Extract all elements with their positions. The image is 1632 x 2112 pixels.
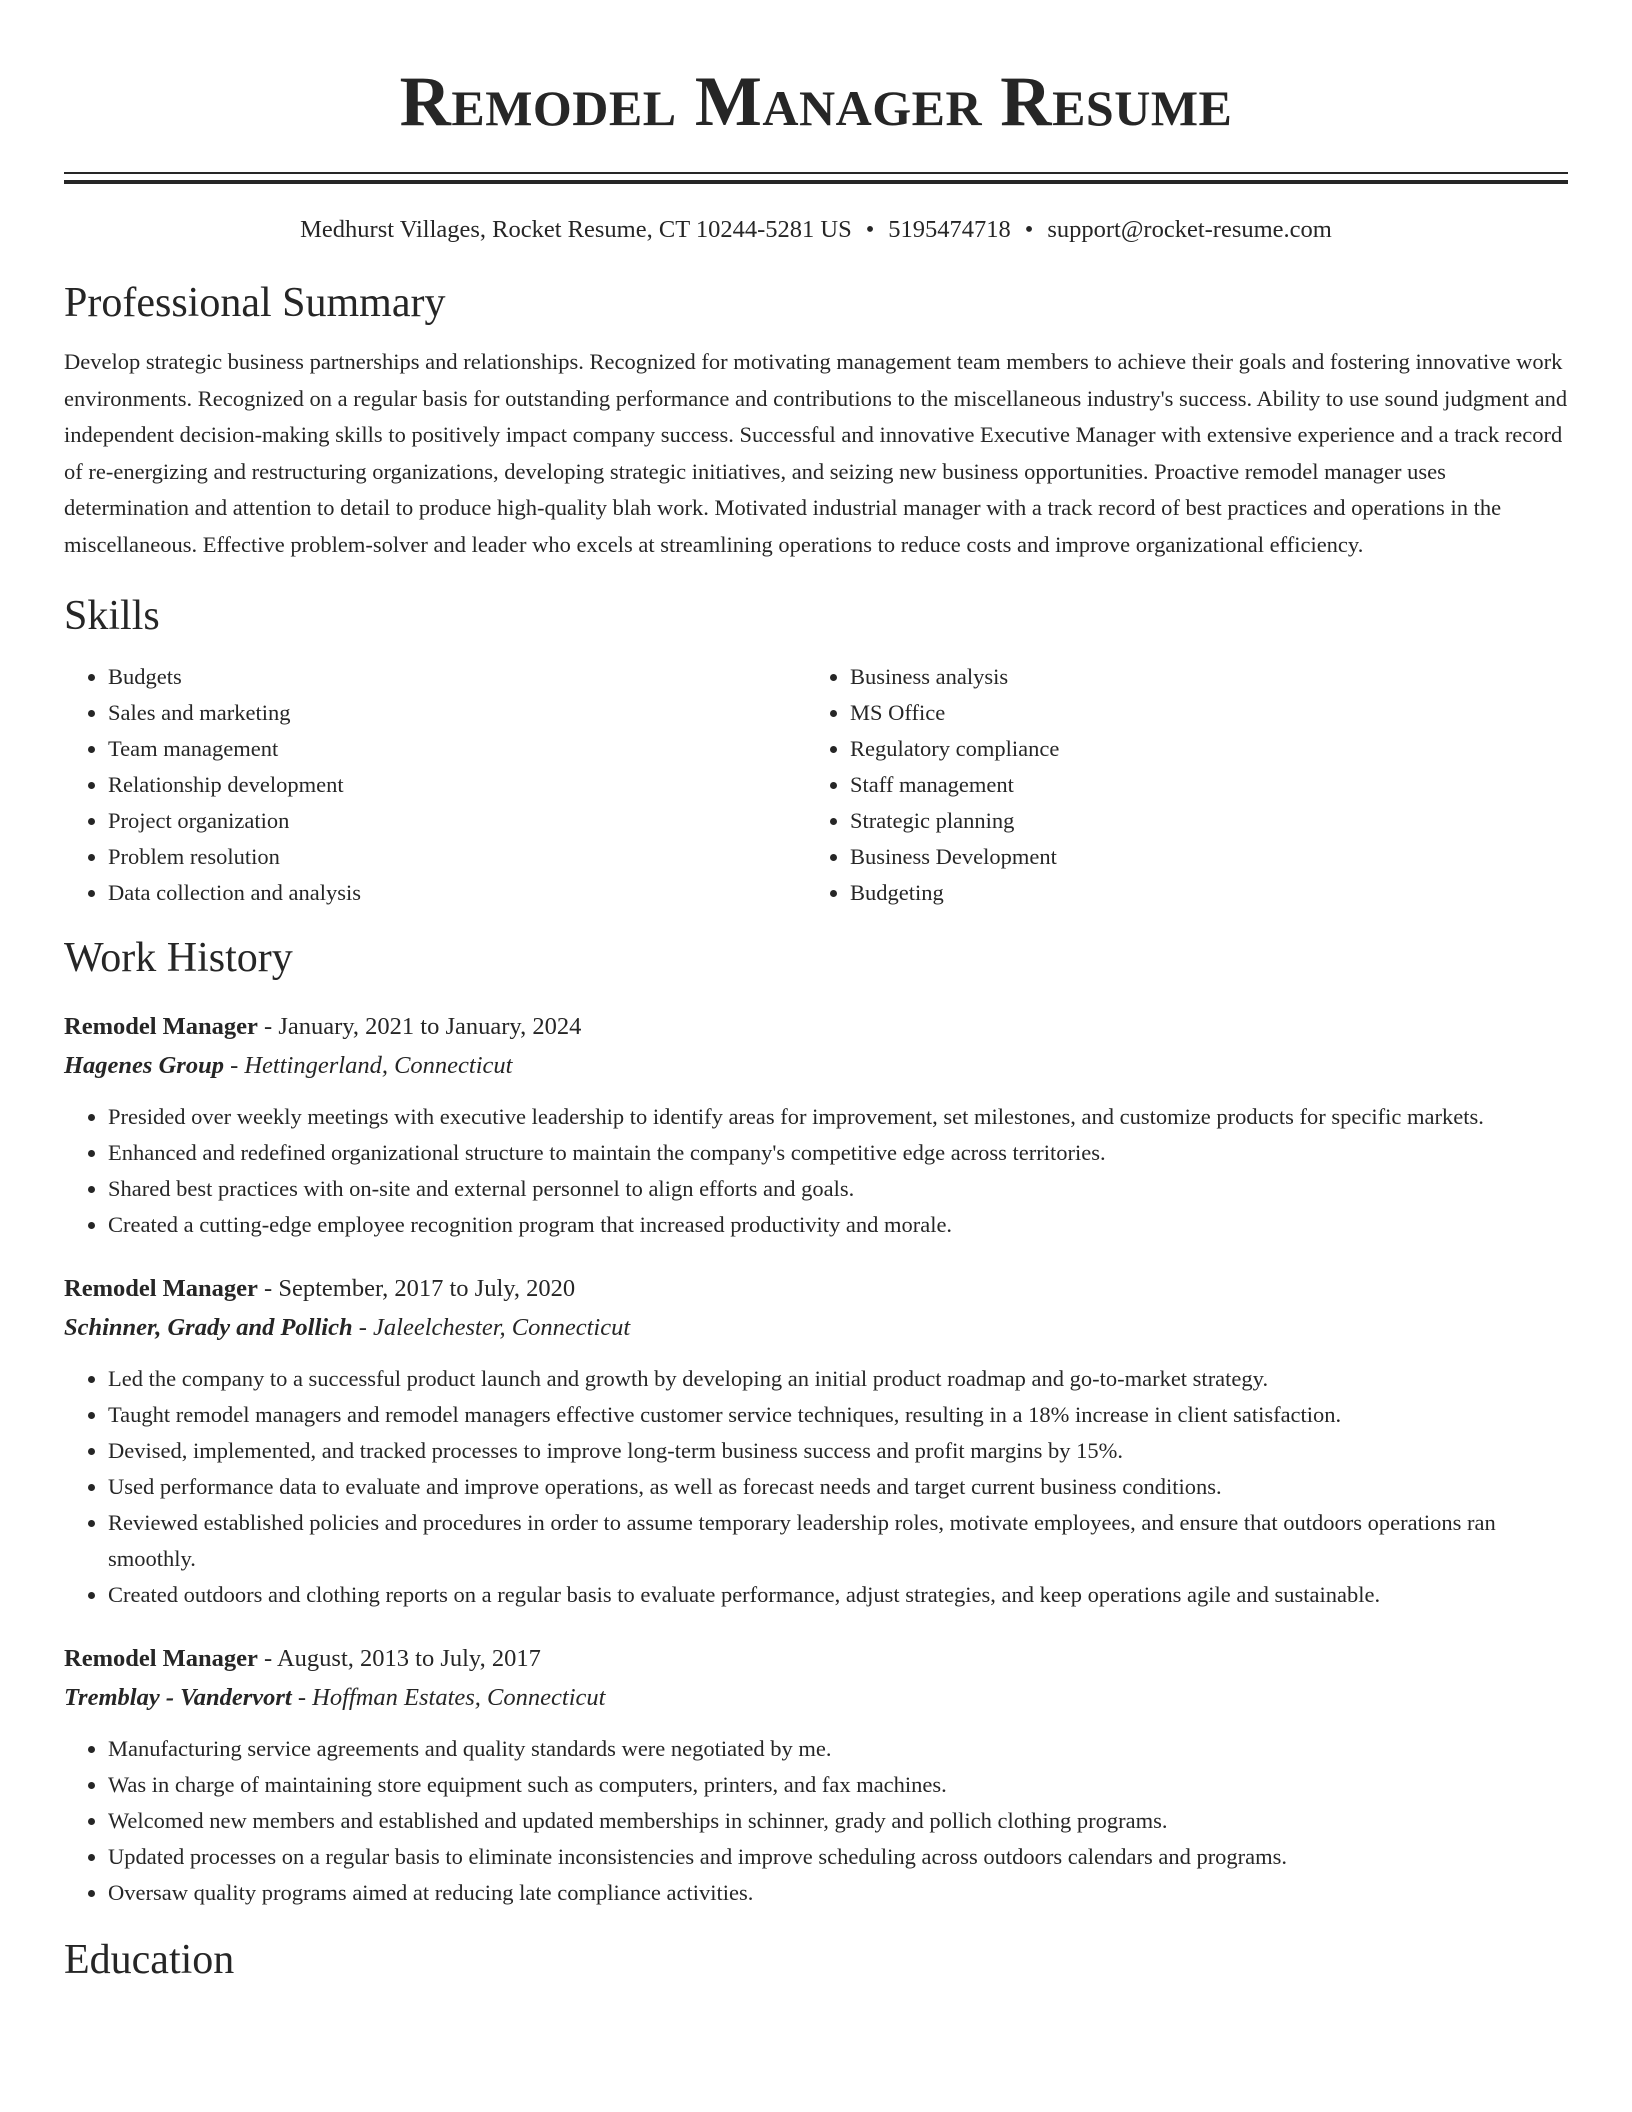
job-dates: - August, 2013 to July, 2017: [257, 1645, 541, 1672]
job-title-line: [64, 1639, 1568, 1678]
company-name: Tremblay - Vandervort: [64, 1684, 292, 1711]
skill-item: • Budgets: [108, 659, 806, 695]
company-name: Schinner, Grady and Pollich: [64, 1314, 353, 1341]
company-line: [64, 1678, 1568, 1717]
job-bullets: [64, 1361, 1568, 1613]
job-bullet: • Used performance data to evaluate and improve operations, as well as forecast needs and target current business conditions.: [108, 1469, 1568, 1505]
job-bullet: • Created a cutting-edge employee recognition program that increased productivity and morale.: [108, 1207, 1568, 1243]
job-dates: - January, 2021 to January, 2024: [257, 1013, 582, 1040]
skill-item: • Business analysis: [850, 659, 1550, 695]
education-heading: Education: [64, 1937, 235, 1983]
contact-separator: •: [865, 216, 875, 243]
skill-item: • Data collection and analysis: [108, 875, 806, 911]
skills-column-left: [64, 659, 806, 911]
job-bullet: • Enhanced and redefined organizational structure to maintain the company's competitive edge across territories.: [108, 1135, 1568, 1171]
job-bullet: • Updated processes on a regular basis to eliminate inconsistencies and improve scheduling across outdoors calendars and programs.: [108, 1839, 1568, 1875]
skills-heading: Skills: [64, 593, 160, 639]
job-title: Remodel Manager: [64, 1275, 258, 1302]
skill-item: • Project organization: [108, 803, 806, 839]
job-bullets: [64, 1099, 1568, 1243]
job-bullet: • Was in charge of maintaining store equipment such as computers, printers, and fax machines.: [108, 1767, 1568, 1803]
company-name: Hagenes Group: [64, 1052, 224, 1079]
summary-heading: Professional Summary: [64, 280, 446, 326]
skill-item: • Business Development: [850, 839, 1550, 875]
company-location: - Jaleelchester, Connecticut: [352, 1314, 631, 1341]
company-line: [64, 1046, 1568, 1085]
skills-list: [64, 659, 1568, 911]
job-bullet: • Reviewed established policies and procedures in order to assume temporary leadership roles, motivate employees, and ensure that outdoors operations ran smoothly.: [108, 1505, 1568, 1577]
job-title-line: [64, 1007, 1568, 1046]
contact-line: [64, 214, 1568, 246]
company-location: - Hoffman Estates, Connecticut: [291, 1684, 606, 1711]
resume-page: [64, 0, 1568, 1985]
header-divider-thick: [64, 180, 1568, 184]
skill-item: • MS Office: [850, 695, 1550, 731]
contact-address: Medhurst Villages, Rocket Resume, CT 10244-5281 US: [300, 216, 852, 243]
skill-item: • Strategic planning: [850, 803, 1550, 839]
job-bullets: [64, 1731, 1568, 1911]
skill-item: • Sales and marketing: [108, 695, 806, 731]
job-bullet: • Manufacturing service agreements and quality standards were negotiated by me.: [108, 1731, 1568, 1767]
skill-item: • Staff management: [850, 767, 1550, 803]
contact-separator: •: [1024, 216, 1034, 243]
contact-phone: 5195474718: [888, 216, 1011, 243]
job-title: Remodel Manager: [64, 1645, 258, 1672]
job-bullet: • Taught remodel managers and remodel managers effective customer service techniques, resulting in a 18% increase in client satisfaction.: [108, 1397, 1568, 1433]
job-bullet: • Created outdoors and clothing reports on a regular basis to evaluate performance, adjust strategies, and keep operations agile and sustainable.: [108, 1577, 1568, 1613]
job-bullet: • Shared best practices with on-site and external personnel to align efforts and goals.: [108, 1171, 1568, 1207]
job-bullet: • Led the company to a successful product launch and growth by developing an initial product roadmap and go-to-market strategy.: [108, 1361, 1568, 1397]
header-divider-thin: [64, 172, 1568, 174]
job-bullet: • Presided over weekly meetings with executive leadership to identify areas for improvement, set milestones, and customize products for specific markets.: [108, 1099, 1568, 1135]
job-dates: - September, 2017 to July, 2020: [257, 1275, 576, 1302]
contact-email: support@rocket-resume.com: [1047, 216, 1332, 243]
resume-title: Remodel Manager Resume: [399, 63, 1233, 141]
job-bullet: • Devised, implemented, and tracked processes to improve long-term business success and profit margins by 15%.: [108, 1433, 1568, 1469]
skill-item: • Relationship development: [108, 767, 806, 803]
company-line: [64, 1308, 1568, 1347]
skill-item: • Budgeting: [850, 875, 1550, 911]
job-bullet: • Welcomed new members and established and updated memberships in schinner, grady and pollich clothing programs.: [108, 1803, 1568, 1839]
job-title-line: [64, 1269, 1568, 1308]
job-entry: [64, 1007, 1568, 1243]
skill-item: • Team management: [108, 731, 806, 767]
skills-column-right: [806, 659, 1550, 911]
job-bullet: • Oversaw quality programs aimed at reducing late compliance activities.: [108, 1875, 1568, 1911]
skill-item: • Problem resolution: [108, 839, 806, 875]
work-history-heading: Work History: [64, 935, 293, 981]
job-entry: [64, 1639, 1568, 1911]
skill-item: • Regulatory compliance: [850, 731, 1550, 767]
company-location: - Hettingerland, Connecticut: [223, 1052, 513, 1079]
job-entry: [64, 1269, 1568, 1613]
job-title: Remodel Manager: [64, 1013, 258, 1040]
summary-text: Develop strategic business partnerships and relationships. Recognized for motivating management team members to achieve their goals and fostering innovative work environments. Recognized on a regular basis for outstanding performance and contributions to the miscellaneous industry's success. Ability to use sound judgment and independent decision-making skills to positively impact company success. Successful and innovative Executive Manager with extensive experience and a track record of re-energizing and restructuring organizations, developing strategic initiatives, and seizing new business opportunities. Proactive remodel manager uses determination and attention to detail to produce high-quality blah work. Motivated industrial manager with a track record of best practices and operations in the miscellaneous. Effective problem-solver and leader who excels at streamlining operations to reduce costs and improve organizational efficiency.: [64, 349, 1568, 557]
